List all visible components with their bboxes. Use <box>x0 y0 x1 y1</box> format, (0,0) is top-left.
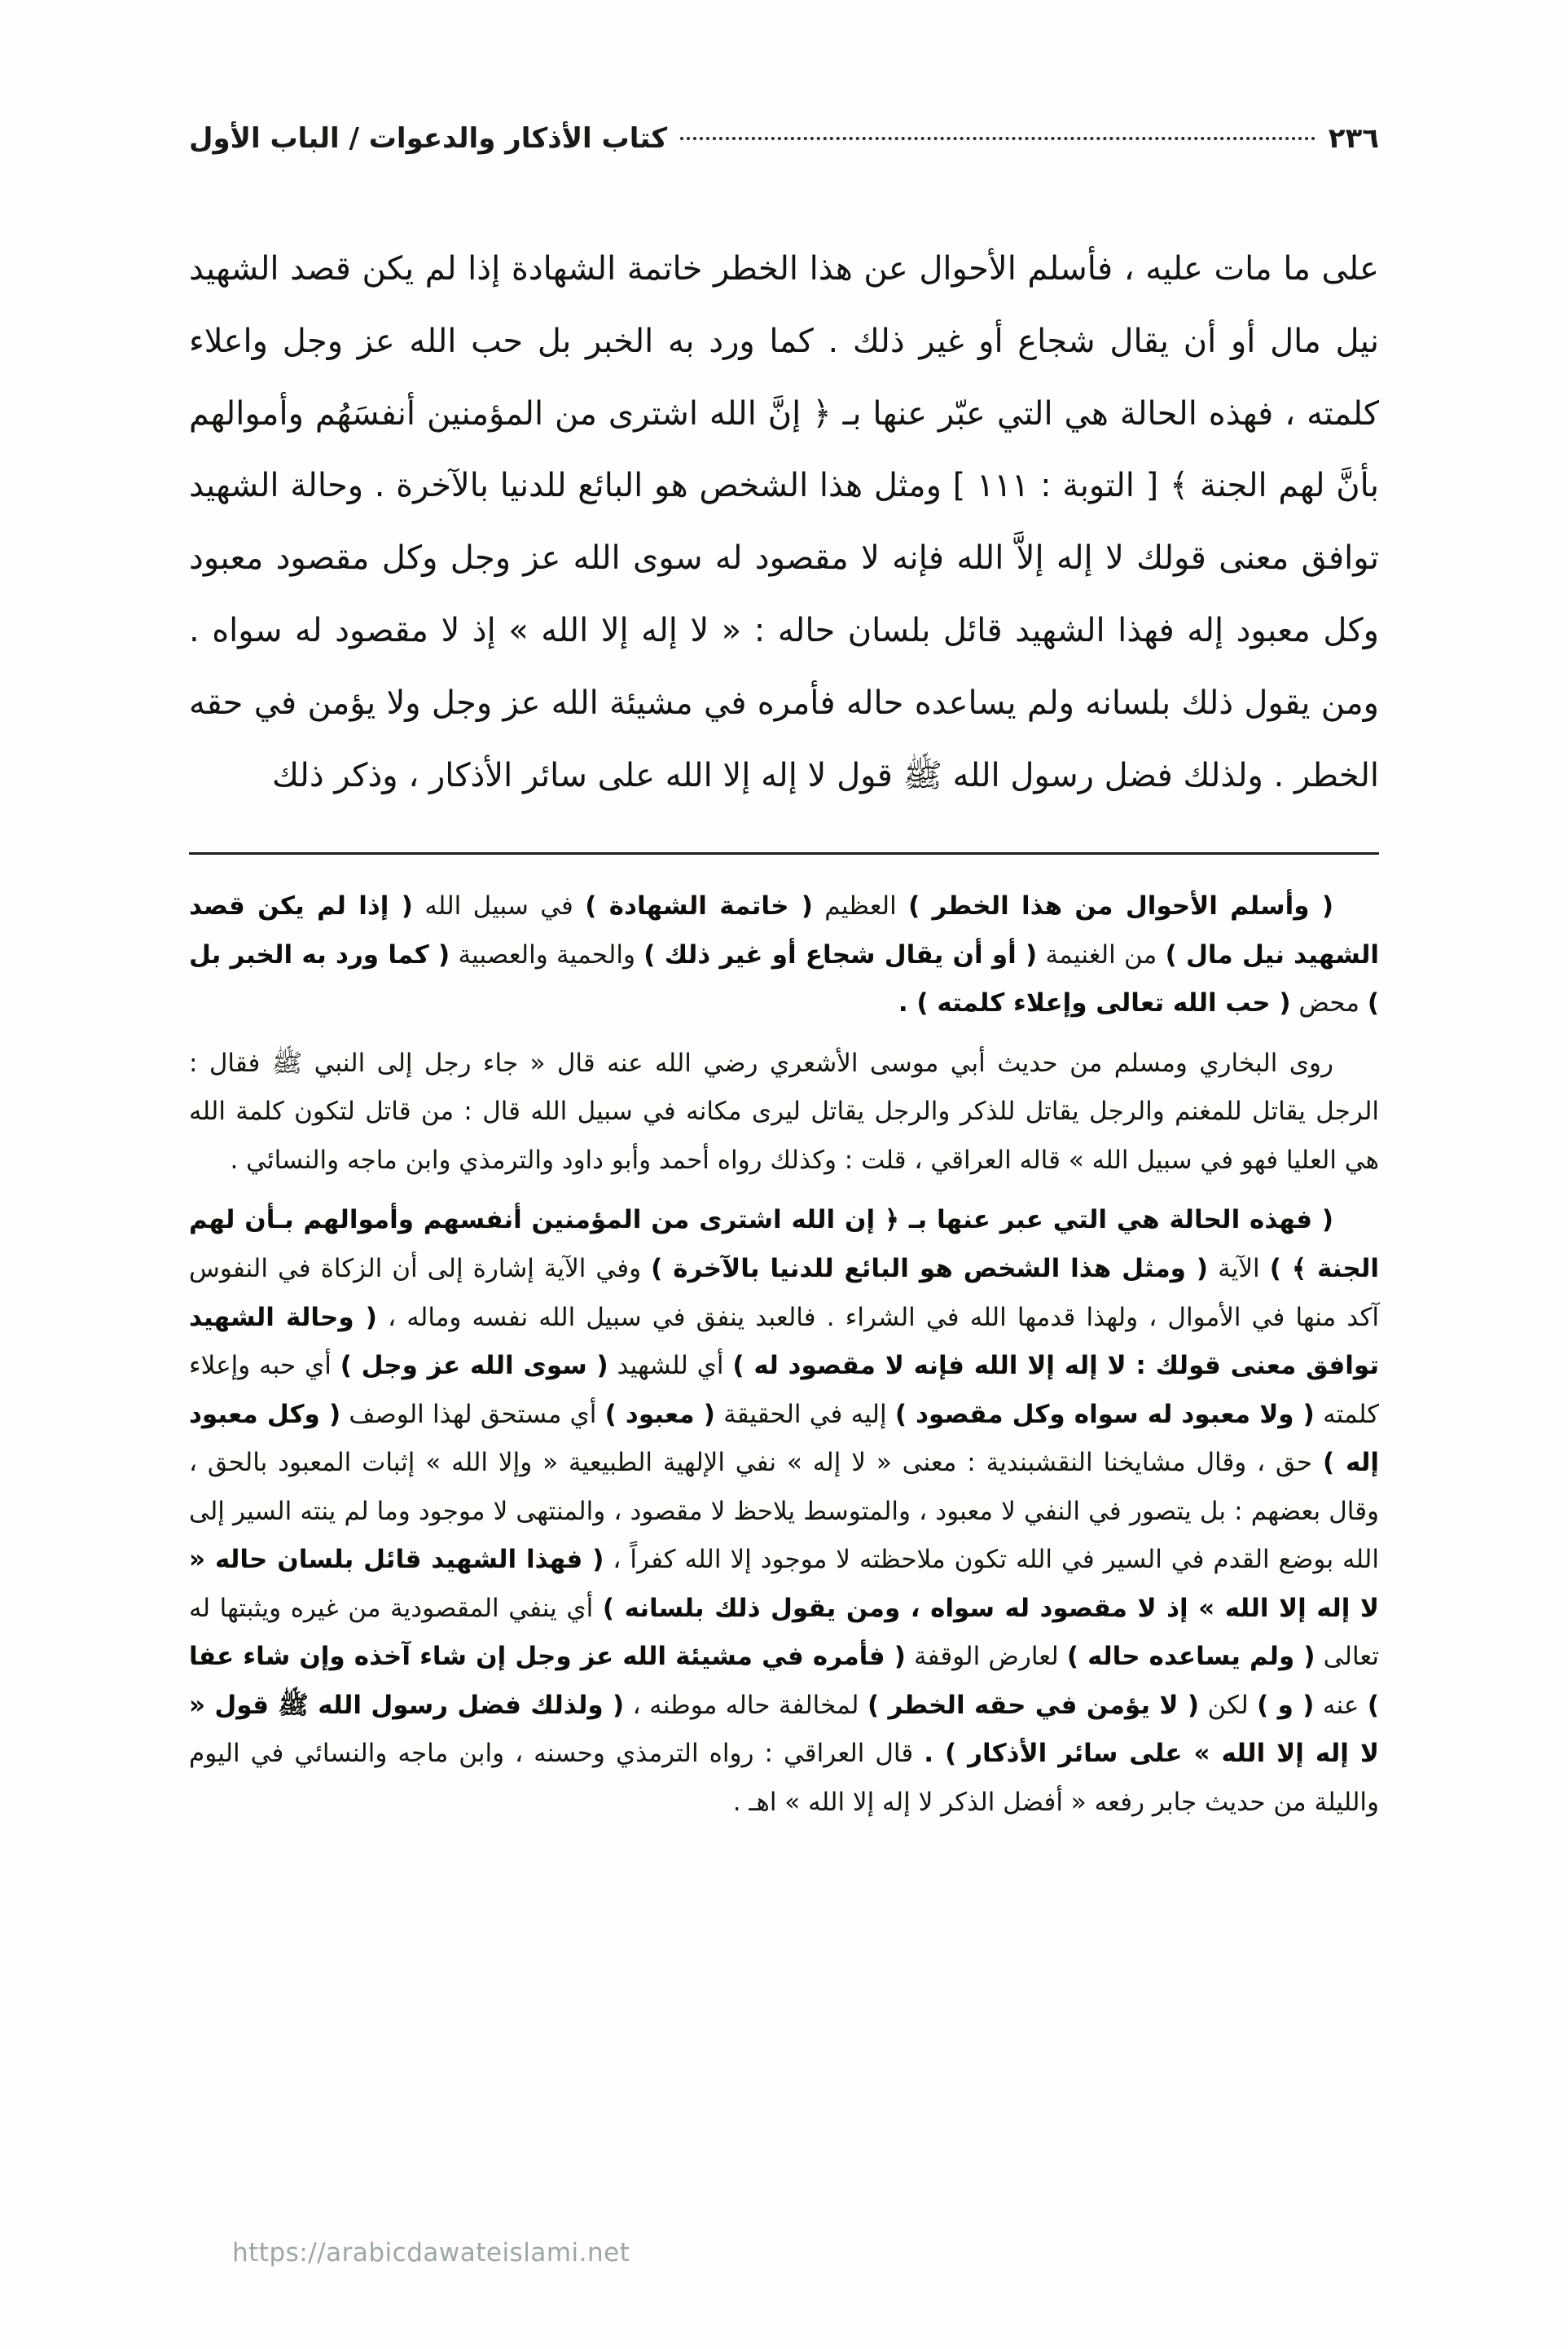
watermark-url: https://arabicdawateislami.net <box>232 2238 630 2268</box>
commentary-gloss-text: وفي الآية إشارة إلى أن الزكاة في النفوس آكد منها في الأموال ، ولهذا قدمها الله في الشراء . فالعبد ينفق في سبيل الله نفسه وماله ، <box>189 1253 1379 1332</box>
commentary-lemma-bold: ( ومثل هذا الشخص هو البائع للدنيا بالآخرة ) <box>651 1253 1209 1283</box>
commentary-lemma-bold: ( كما ورد به الخبر بل ) <box>189 939 1379 1018</box>
commentary-lemma-bold: ( خاتمة الشهادة ) <box>585 891 813 922</box>
commentary-gloss-text: الآية <box>1208 1253 1270 1283</box>
commentary-gloss-text: أي مستحق لهذا الوصف <box>340 1399 605 1429</box>
commentary-lemma-bold: ( وحالة الشهيد توافق معنى قولك : لا إله إلا الله فإنه لا مقصود له ) <box>189 1302 1380 1381</box>
commentary-gloss-text: إليه في الحقيقة <box>714 1399 895 1429</box>
commentary-gloss-text: محض <box>1290 988 1368 1018</box>
commentary-lemma-bold: ( ولم يساعده حاله ) <box>1066 1642 1315 1672</box>
commentary-paragraph <box>189 882 1379 1028</box>
commentary-lemma-bold: ( ولا معبود له سواه وكل مقصود ) <box>894 1399 1315 1429</box>
page-body <box>189 233 1379 1827</box>
commentary-lemma-bold: ( سوى الله عز وجل ) <box>340 1351 608 1381</box>
commentary-gloss-text: حق ، وقال مشايخنا النقشبندية : معنى « لا إله » نفي الإلهية الطبيعية « وإلا الله » إثبات المعبود بالحق ، وقال بعضهم : بل يتصور في النفي لا معبود ، والمتوسط يلاحظ لا مقصود ، والمنتهى لا موجود وما لم ينته السير إلى الله بوضع القدم في السير في الله تكون ملاحظته لا موجود إلا الله كفراً ، <box>189 1448 1379 1575</box>
commentary-gloss-text: لعارض الوقفة <box>905 1642 1067 1672</box>
running-header <box>189 122 1379 155</box>
commentary-lemma-bold: ( و ) <box>1257 1690 1315 1720</box>
page-number: ٢٣٦ <box>1328 122 1379 155</box>
commentary-lemma-bold: ( لا يؤمن في حقه الخطر ) <box>867 1690 1200 1720</box>
commentary-lemma-bold: ( حب الله تعالى وإعلاء كلمته ) . <box>898 988 1291 1018</box>
commentary-lemma-bold: ( إذا لم يكن قصد الشهيد نيل مال ) <box>189 891 1380 970</box>
commentary-lemma-bold: ( ولذلك فضل رسول الله ﷺ قول « لا إله إلا الله » على سائر الأذكار ) . <box>189 1690 1379 1769</box>
commentary-gloss-text: روى البخاري ومسلم من حديث أبي موسى الأشعري رضي الله عنه قال « جاء رجل إلى النبي ﷺ فقال : الرجل يقاتل للمغنم والرجل يقاتل للذكر والرجل يقاتل ليرى مكانه في سبيل الله قال : من قاتل لتكون كلمة الله هي العليا فهو في سبيل الله » قاله العراقي ، قلت : وكذلك رواه أحمد وأبو داود والترمذي وابن ماجه والنسائي . <box>189 1048 1379 1175</box>
commentary-section <box>189 882 1379 1827</box>
book-title: كتاب الأذكار والدعوات / الباب الأول <box>189 122 668 155</box>
commentary-lemma-bold: ( أو أن يقال شجاع أو غير ذلك ) <box>643 939 1038 970</box>
commentary-gloss-text: العظيم <box>812 891 909 922</box>
commentary-paragraph <box>189 1040 1379 1185</box>
commentary-gloss-text: في سبيل الله <box>412 891 586 922</box>
commentary-lemma-bold: ( فهذا الشهيد قائل بلسان حاله « لا إله إلا الله » إذ لا مقصود له سواه ، ومن يقول ذلك بلسانه ) <box>189 1545 1380 1623</box>
commentary-gloss-text: أي ينفي المقصودية من غيره ويثبتها له تعالى <box>189 1593 1379 1672</box>
commentary-gloss-text: من الغنيمة <box>1037 939 1166 970</box>
matn-sharh-divider <box>189 852 1379 855</box>
commentary-paragraph <box>189 1196 1379 1827</box>
commentary-lemma-bold: ( وأسلم الأحوال من هذا الخطر ) <box>908 891 1333 922</box>
commentary-gloss-text: والحمية والعصبية <box>450 939 644 970</box>
commentary-lemma-bold: ( فهذه الحالة هي التي عبر عنها بـ ﴿ إن الله اشترى من المؤمنين أنفسهم وأموالهم بـأن لهم الجنة ﴾ ) <box>189 1205 1380 1283</box>
header-dot-leader <box>680 137 1315 140</box>
commentary-gloss-text: قال العراقي : رواه الترمذي وحسنه ، وابن ماجه والنسائي في اليوم والليلة من حديث جابر رفعه « أفضل الذكر لا إله إلا الله » اهـ . <box>189 1739 1379 1817</box>
commentary-gloss-text: أي حبه وإعلاء كلمته <box>189 1351 1379 1429</box>
commentary-lemma-bold: ( فأمره في مشيئة الله عز وجل إن شاء آخذه وإن شاء عفا ) <box>189 1642 1380 1720</box>
commentary-gloss-text: لمخالفة حاله موطنه ، <box>624 1690 867 1720</box>
commentary-gloss-text: أي للشهيد <box>608 1351 733 1381</box>
commentary-gloss-text: عنه <box>1314 1690 1368 1720</box>
commentary-gloss-text: لكن <box>1199 1690 1258 1720</box>
commentary-lemma-bold: ( معبود ) <box>604 1399 715 1429</box>
matn-main-text: على ما مات عليه ، فأسلم الأحوال عن هذا الخطر خاتمة الشهادة إذا لم يكن قصد الشهيد نيل مال أو أن يقال شجاع أو غير ذلك . كما ورد به الخبر بل حب الله عز وجل واعلاء كلمته ، فهذه الحالة هي التي عبّر عنها بـ ﴿ إنَّ الله اشترى من المؤمنين أنفسَهُم وأموالهم بأنَّ لهم الجنة ﴾ [ التوبة : ١١١ ] ومثل هذا الشخص هو البائع للدنيا بالآخرة . وحالة الشهيد توافق معنى قولك لا إله إلاَّ الله فإنه لا مقصود له سوى الله عز وجل وكل مقصود معبود وكل معبود إله فهذا الشهيد قائل بلسان حاله : « لا إله إلا الله » إذ لا مقصود له سواه . ومن يقول ذلك بلسانه ولم يساعده حاله فأمره في مشيئة الله عز وجل ولا يؤمن في حقه الخطر . ولذلك فضل رسول الله ﷺ قول لا إله إلا الله على سائر الأذكار ، وذكر ذلك <box>189 250 1380 794</box>
commentary-lemma-bold: ( وكل معبود إله ) <box>189 1399 1380 1478</box>
